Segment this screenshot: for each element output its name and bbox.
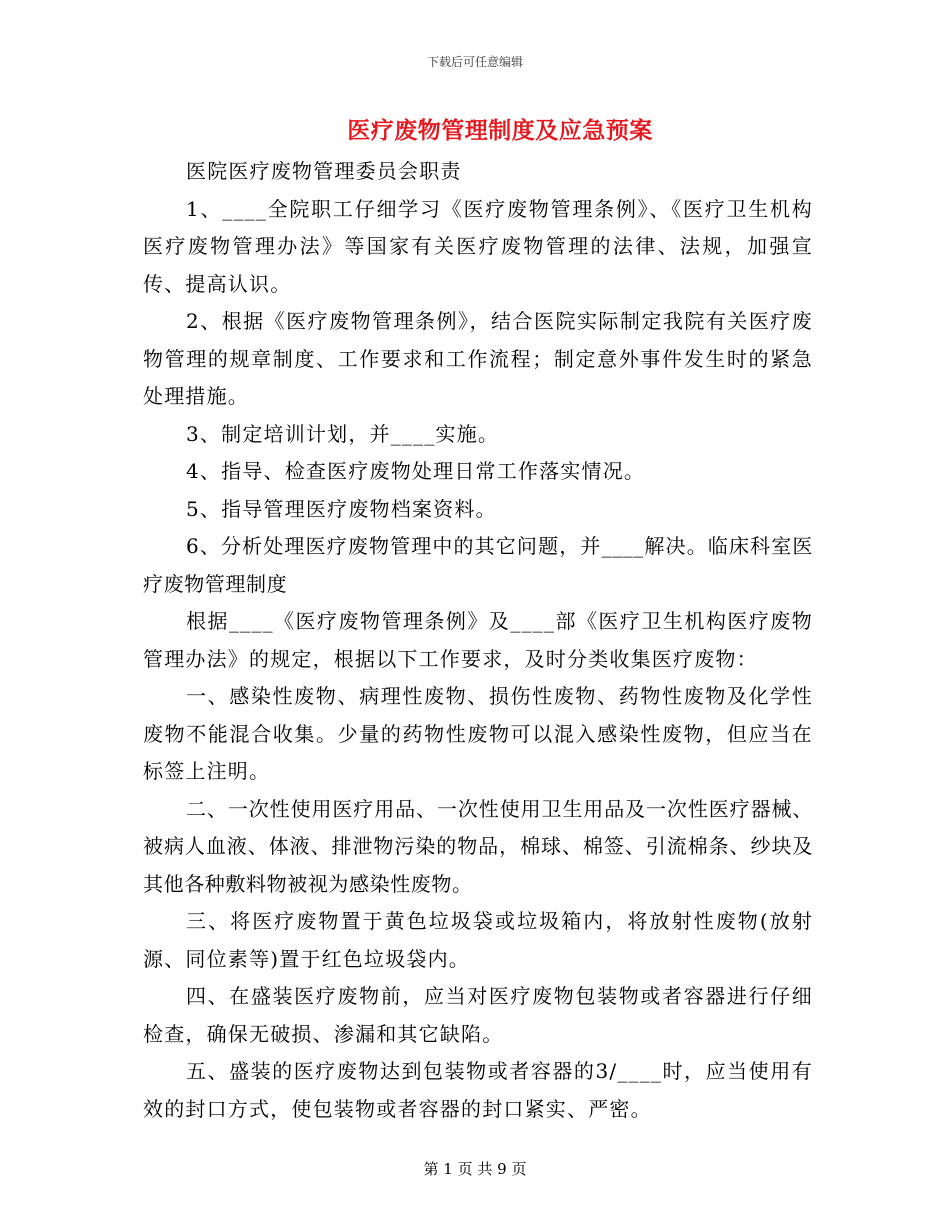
paragraph-rule-3: 三、将医疗废物置于黄色垃圾袋或垃圾箱内，将放射性废物(放射源、同位素等)置于红色垃圾袋内。 [143, 909, 813, 971]
paragraph-rule-5: 五、盛装的医疗废物达到包装物或者容器的3/____时，应当使用有效的封口方式，使包装物或者容器的封口紧实、严密。 [143, 1059, 813, 1121]
paragraph-rule-1: 一、感染性废物、病理性废物、损伤性废物、药物性废物及化学性废物不能混合收集。少量的药物性废物可以混入感染性废物，但应当在标签上注明。 [143, 684, 813, 783]
document-title: 医疗废物管理制度及应急预案 [347, 117, 653, 144]
paragraph-item-6: 6、分析处理医疗废物管理中的其它问题，并____解决。临床科室医疗废物管理制度 [143, 534, 813, 596]
paragraph-rule-2: 二、一次性使用医疗用品、一次性使用卫生用品及一次性医疗器械、被病人血液、体液、排泄物污染的物品，棉球、棉签、引流棉条、纱块及其他各种敷料物被视为感染性废物。 [143, 796, 813, 896]
paragraph-item-2: 2、根据《医疗废物管理条例》，结合医院实际制定我院有关医疗废物管理的规章制度、工作要求和工作流程；制定意外事件发生时的紧急处理措施。 [143, 309, 813, 408]
paragraph-committee-heading: 医院医疗废物管理委员会职责 [186, 159, 462, 183]
paragraph-item-1: 1、____全院职工仔细学习《医疗废物管理条例》、《医疗卫生机构医疗废物管理办法》等国家有关医疗废物管理的法律、法规，加强宣传、提高认识。 [143, 196, 813, 296]
paragraph-rule-4: 四、在盛装医疗废物前，应当对医疗废物包装物或者容器进行仔细检查，确保无破损、渗漏和其它缺陷。 [143, 984, 813, 1046]
paragraph-item-5: 5、指导管理医疗废物档案资料。 [186, 496, 497, 521]
paragraph-item-3: 3、制定培训计划，并____实施。 [186, 421, 500, 446]
paragraph-regulation-intro: 根据____《医疗废物管理条例》及____部《医疗卫生机构医疗废物管理办法》的规定，根据以下工作要求，及时分类收集医疗废物： [143, 609, 813, 671]
header-note: 下载后可任意编辑 [426, 55, 523, 69]
paragraph-item-4: 4、指导、检查医疗废物处理日常工作落实情况。 [186, 459, 646, 483]
document-body [143, 153, 813, 1128]
page-number: 第 1 页 共 9 页 [423, 1160, 527, 1178]
